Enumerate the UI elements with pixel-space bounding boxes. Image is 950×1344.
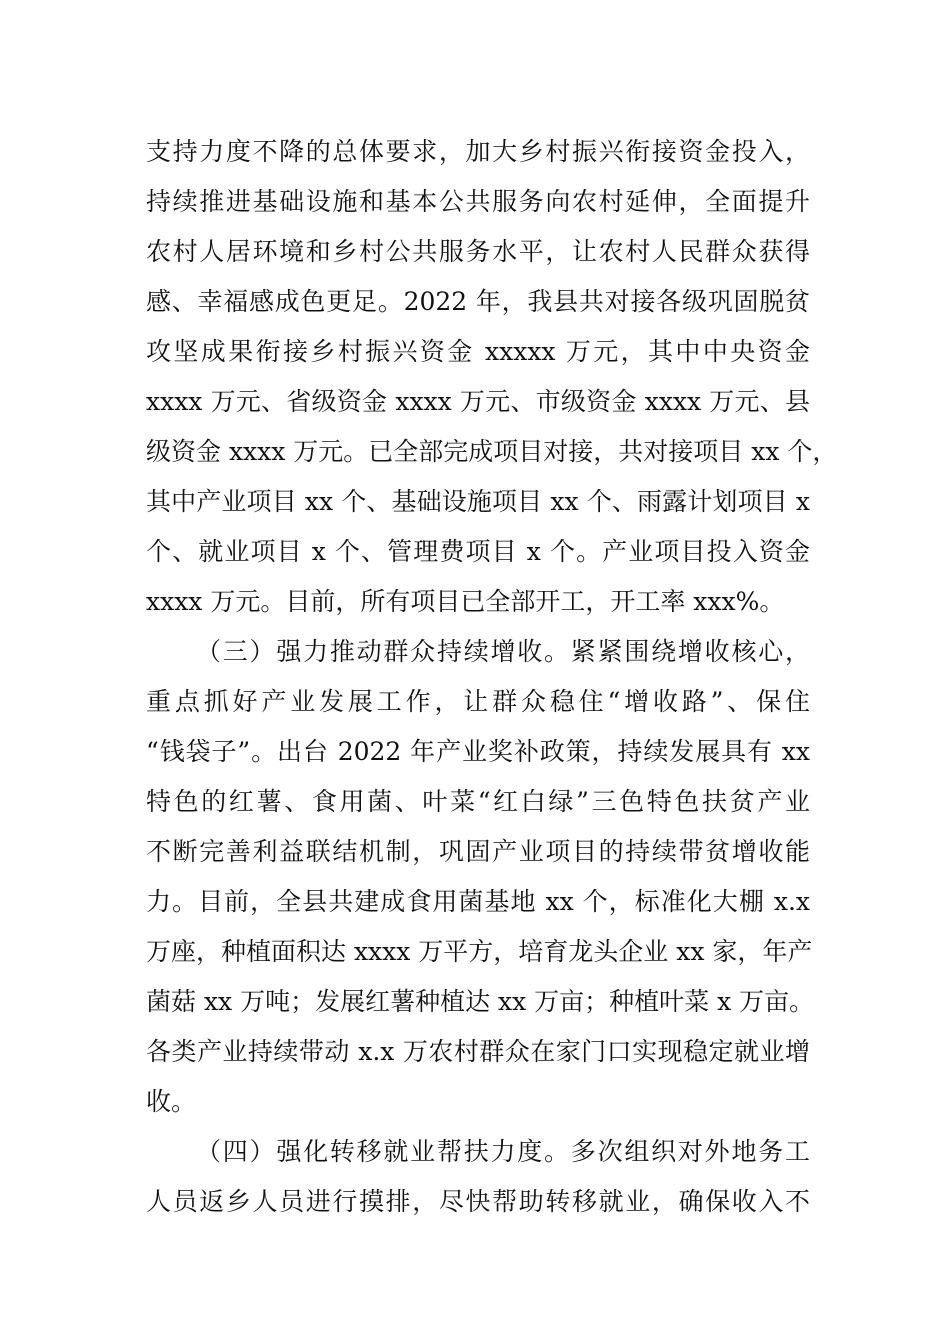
text-line: 收。 bbox=[146, 1087, 197, 1116]
text-line: 级资金 xxxx 万元。已全部完成项目对接，共对接项目 xx 个， bbox=[146, 437, 838, 466]
text-line: 感、幸福感成色更足。2022 年，我县共对接各级巩固脱贫 bbox=[146, 287, 810, 316]
text-line: 持续推进基础设施和基本公共服务向农村延伸，全面提升 bbox=[146, 187, 810, 216]
text-line: 菌菇 xx 万吨；发展红薯种植达 xx 万亩；种植叶菜 x 万亩。 bbox=[146, 987, 815, 1016]
text-line: 个、就业项目 x 个、管理费项目 x 个。产业项目投入资金 bbox=[146, 537, 810, 566]
text-line: 各类产业持续带动 x.x 万农村群众在家门口实现稳定就业增 bbox=[146, 1037, 810, 1066]
text-line: 人员返乡人员进行摸排，尽快帮助转移就业，确保收入不 bbox=[146, 1187, 810, 1216]
text-line: 农村人居环境和乡村公共服务水平，让农村人民群众获得 bbox=[146, 237, 810, 266]
text-line: 重点抓好产业发展工作，让群众稳住“增收路”、保住 bbox=[146, 687, 810, 716]
text-line: 万座，种植面积达 xxxx 万平方，培育龙头企业 xx 家，年产 bbox=[146, 937, 813, 966]
text-line: 其中产业项目 xx 个、基础设施项目 xx 个、雨露计划项目 x bbox=[146, 487, 810, 516]
text-line: 不断完善利益联结机制，巩固产业项目的持续带贫增收能 bbox=[146, 837, 810, 866]
paragraph-heading-line: （三）强力推动群众持续增收。紧紧围绕增收核心， bbox=[196, 637, 810, 666]
text-line: 支持力度不降的总体要求，加大乡村振兴衔接资金投入， bbox=[146, 137, 810, 166]
text-line: xxxx 万元、省级资金 xxxx 万元、市级资金 xxxx 万元、县 bbox=[146, 387, 810, 416]
text-line: 力。目前，全县共建成食用菌基地 xx 个，标准化大棚 x.x bbox=[146, 887, 810, 916]
text-line: 攻坚成果衔接乡村振兴资金 xxxxx 万元，其中中央资金 bbox=[146, 337, 810, 366]
paragraph-heading-line: （四）强化转移就业帮扶力度。多次组织对外地务工 bbox=[196, 1137, 810, 1166]
text-line: xxxx 万元。目前，所有项目已全部开工，开工率 xxx%。 bbox=[146, 587, 785, 616]
text-line: 特色的红薯、食用菌、叶菜“红白绿”三色特色扶贫产业 bbox=[146, 787, 810, 816]
text-line: “钱袋子”。出台 2022 年产业奖补政策，持续发展具有 xx bbox=[146, 737, 810, 766]
